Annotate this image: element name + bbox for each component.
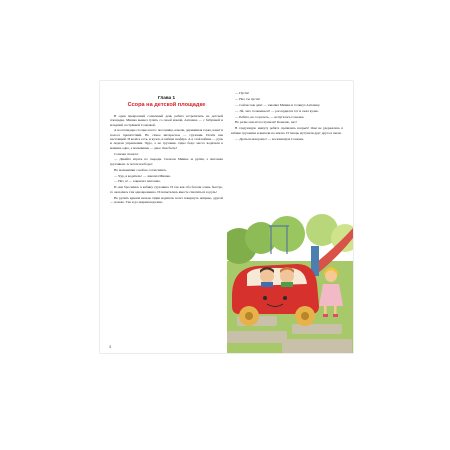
paragraph: — Чур, я водитель! — завопил Мишка. [114,173,171,178]
paragraph: В один прекрасный солнечный день ребята встретились на детской площадке. Мишка вышел гулять со своей мамой, Антошка — с бабушкой и младшей сестрёнкой Сонечкой. [110,114,223,127]
paragraph: — Эй, чего толкаешься? — рассердился тот и сжал кулак. [235,108,319,113]
paragraph: Но разве они её послушали? Конечно, нет! [235,120,297,125]
right-column [231,91,343,142]
chapter-title: Ссора на детской площадке [127,102,206,108]
paragraph: — Ребята, не ссорьтесь, — испугалась Сонечка. [235,114,305,119]
left-column [110,91,223,206]
paragraph: А на площадке столько всего: песочница, качели, деревянная горка, канат и полоса препятствий. Но самое интересное — грузовик. Почти как настоящий. И колёса есть, и кузов, и кабина шофёра. А в этой кабине — руль и педали управления. Чудо, а не грузовик. Одна беда: место водителя в машине одно, а мальчишек — двое. Как быть? [110,128,223,150]
chapter-label: Глава 1 [158,95,175,100]
paragraph: — Давайте играть по очереди. Сначала Мишка за рулём, а Антошка грузчиком. А потом наоборот. [110,157,223,166]
paragraph: И они бросились в кабину грузовика. И так как оба бегали очень быстро, то оказались там одновременно. И попытались вместе схватиться за руль! [110,185,223,194]
book-page [100,81,353,353]
paragraph: Сонечка сказала: [114,151,139,156]
paragraph: — Пусти! [235,91,250,95]
left-paragraphs [110,114,223,204]
paragraph: Но мальчишки с ней не согласились. [114,167,167,172]
truck-illustration [227,206,353,353]
paragraph: В следующую минуту ребята сцепились всерьёз! Они не удержались в кабине грузовика и выпали на землю. И теперь мутузили друг друга в пыли. [231,126,343,135]
paragraph: Но рулить вдвоём нельзя. Один водитель хочет повернуть направо, другой — налево. Так и до аварии недалеко. [110,195,223,204]
page-number: 4 [109,345,111,349]
paragraph: — Сейчас как дам! — завопил Мишка и толкнул Антошку. [235,102,321,107]
paragraph: — Нет, я! — закричал Антошка. [114,179,161,184]
right-paragraphs [231,91,343,141]
paragraph: — Драться нехорошо! — воскликнула Сонечка. [235,136,304,141]
paragraph: — Нет, ты пусти! [235,96,261,101]
